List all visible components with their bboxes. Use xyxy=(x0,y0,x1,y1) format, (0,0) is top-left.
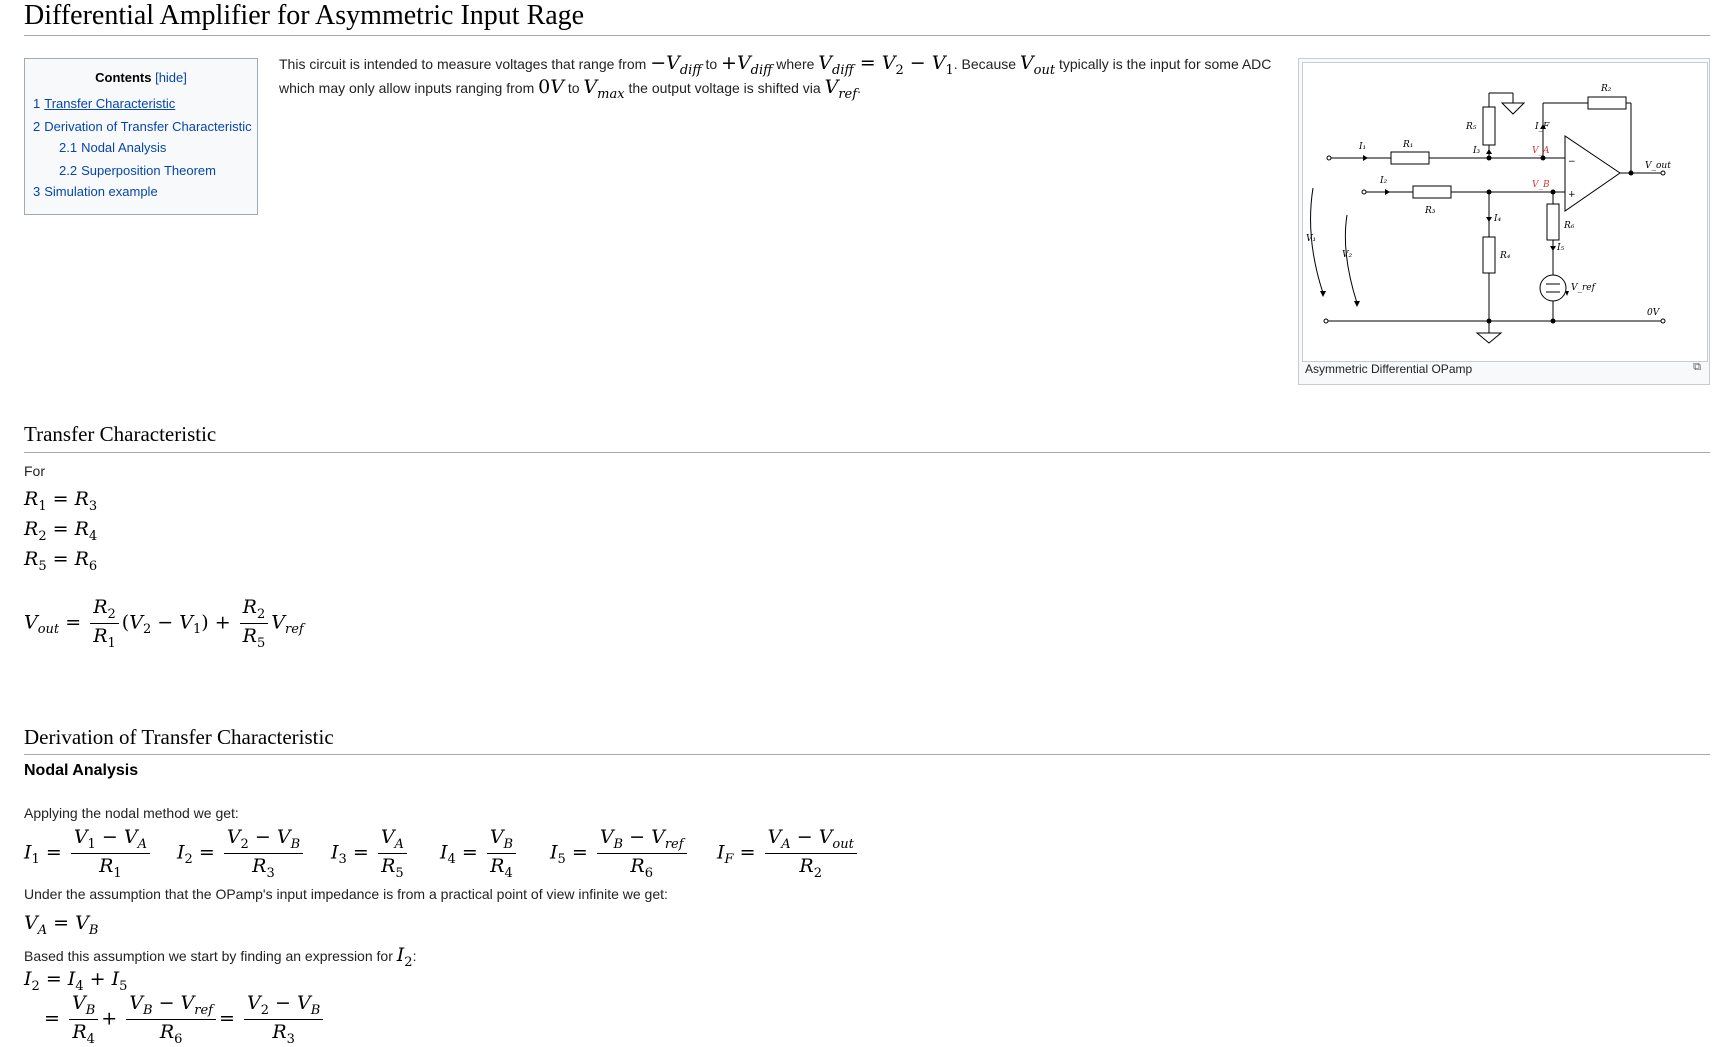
section-transfer-characteristic: Transfer Characteristic xyxy=(24,422,217,446)
label-i1: I₁ xyxy=(1359,142,1367,152)
label-if: I_F xyxy=(1535,122,1550,132)
arrowhead-i3 xyxy=(1486,149,1492,154)
junction-va xyxy=(1487,156,1492,161)
enlarge-icon[interactable]: ⧉ xyxy=(1693,361,1701,373)
math-vdiff-def: $V_{diff} = V_2 - V_1$ xyxy=(818,52,954,78)
equation-i3: $I_3$ = $\frac{V_A}{R_5}$ xyxy=(331,826,410,881)
section-divider xyxy=(24,754,1710,755)
toc-heading xyxy=(25,70,257,85)
vref-source xyxy=(1540,275,1566,301)
label-i3: I₃ xyxy=(1473,146,1481,156)
toc-item-number: 2 xyxy=(33,119,41,134)
circuit-diagram xyxy=(1303,63,1707,361)
equation-i2-sum: $I_2 = I_4 + I_5$ xyxy=(24,968,128,994)
figure-caption: Asymmetric Differential OPamp xyxy=(1305,362,1473,376)
title-divider xyxy=(24,35,1710,36)
resistor-r3 xyxy=(1413,186,1451,198)
label-va: V_A xyxy=(1532,146,1550,156)
intro-text: to xyxy=(705,56,718,72)
label-r4: R₄ xyxy=(1500,251,1511,261)
label-r6: R₆ xyxy=(1564,221,1575,231)
terminal-vout xyxy=(1661,171,1665,175)
toc-item-simulation[interactable] xyxy=(33,184,158,199)
section-divider xyxy=(24,452,1710,453)
label-r5: R₅ xyxy=(1466,122,1477,132)
junction-feedback xyxy=(1541,156,1546,161)
toc-item-number: 3 xyxy=(33,184,41,199)
label-i4: I₄ xyxy=(1494,214,1502,224)
for-text: For xyxy=(24,463,45,479)
assumption-text: Under the assumption that the OPamp's input impedance is from a practical point of view infinite we get: xyxy=(24,886,668,902)
math-zero-v: 0V xyxy=(538,76,564,98)
equation-va-vb: $V_A = V_B$ xyxy=(24,912,99,938)
arrowhead-v2 xyxy=(1354,301,1360,307)
label-r2: R₂ xyxy=(1601,84,1612,94)
intro-line-2: which may only allow inputs ranging from 0V to $V_{max}$ the output voltage is shifted via $V_{ref}$. xyxy=(279,76,861,102)
junction-ground xyxy=(1487,319,1492,324)
math-pos-vdiff: $+V_{diff}$ xyxy=(721,52,773,78)
applying-text: Applying the nodal method we get: xyxy=(24,805,239,821)
resistor-r2 xyxy=(1588,97,1626,109)
ground-symbol-top xyxy=(1502,103,1524,114)
arrowhead-vref xyxy=(1565,291,1569,296)
intro-text: This circuit is intended to measure voltages that range from xyxy=(279,56,647,72)
equation-i2-expanded: = $\frac{V_B}{R_4}$ + $\frac{V_B - V_{ref}}{R_6}$ = $\frac{V_2 - V_B}{R_3}$ xyxy=(44,992,326,1047)
junction-output xyxy=(1629,171,1634,176)
toc-hide-link[interactable]: [hide] xyxy=(155,70,187,85)
equation-i2: $I_2$ = $\frac{V_2 - V_B}{R_3}$ xyxy=(177,826,306,881)
equation-i5: $I_5$ = $\frac{V_B - V_{ref}}{R_6}$ xyxy=(550,826,690,881)
junction-ground-vref xyxy=(1551,319,1556,324)
subsection-nodal-analysis: Nodal Analysis xyxy=(24,762,139,779)
arrowhead-i4 xyxy=(1486,217,1492,222)
equation-if: $I_F$ = $\frac{V_A - V_{out}}{R_2}$ xyxy=(717,826,860,881)
page-title: Differential Amplifier for Asymmetric Input Rage xyxy=(24,0,585,31)
toc-item-number: 2.2 xyxy=(59,163,78,178)
equation-vout: $V_{out}$ = $\frac{R_2}{R_1}$ $(V_2 - V_1)$ + $\frac{R_2}{R_5}$ $V_{ref}$ xyxy=(24,596,304,651)
terminal-ground-right xyxy=(1661,319,1665,323)
toc-item-derivation[interactable] xyxy=(33,119,252,134)
intro-text: . Because xyxy=(953,56,1017,72)
arrowhead-i2 xyxy=(1385,189,1390,195)
toc-item-label: Simulation example xyxy=(44,184,158,199)
equation-r5-r6: $R_5 = R_6$ xyxy=(24,548,98,574)
math-i2: $I_2$ xyxy=(396,944,413,970)
toc-item-superposition[interactable] xyxy=(59,163,216,178)
toc-title: Contents xyxy=(95,70,152,85)
label-opamp-minus: − xyxy=(1568,157,1576,167)
intro-line-1 xyxy=(279,52,1271,78)
equation-i4: $I_4$ = $\frac{V_B}{R_4}$ xyxy=(440,826,519,881)
toc-item-transfer-characteristic[interactable] xyxy=(33,96,175,111)
equation-r2-r4: $R_2 = R_4$ xyxy=(24,518,98,544)
circuit-figure[interactable] xyxy=(1298,58,1710,385)
toc-item-label: Derivation of Transfer Characteristic xyxy=(44,119,252,134)
math-vref: $V_{ref}$ xyxy=(824,76,858,102)
intro-text: where xyxy=(776,56,815,72)
arrowhead-v1 xyxy=(1320,291,1326,297)
based-text: Based this assumption we start by finding an expression for xyxy=(24,948,393,964)
terminal-ground-left xyxy=(1324,319,1328,323)
equation-r1-r3: $R_1 = R_3$ xyxy=(24,488,98,514)
terminal-v2 xyxy=(1362,190,1366,194)
toc-item-label: Transfer Characteristic xyxy=(44,96,176,111)
terminal-v1 xyxy=(1327,156,1331,160)
label-zero-volt: 0V xyxy=(1647,308,1660,318)
intro-text: typically is the input for some ADC xyxy=(1058,56,1272,72)
toc-item-number: 2.1 xyxy=(59,140,78,155)
label-v1: V₁ xyxy=(1306,234,1317,244)
table-of-contents xyxy=(24,58,258,215)
based-line: Based this assumption we start by finding an expression for $I_2$: xyxy=(24,944,417,970)
label-r1: R₁ xyxy=(1403,140,1414,150)
junction-vb xyxy=(1487,190,1492,195)
toc-item-label: Superposition Theorem xyxy=(81,163,216,178)
label-vref: V_ref xyxy=(1571,283,1595,293)
resistor-r5 xyxy=(1483,107,1495,145)
label-i5: I₅ xyxy=(1557,243,1565,253)
label-v2: V₂ xyxy=(1342,250,1353,260)
label-r3: R₃ xyxy=(1425,206,1436,216)
label-i2: I₂ xyxy=(1380,176,1388,186)
math-vmax: $V_{max}$ xyxy=(583,76,625,102)
section-derivation: Derivation of Transfer Characteristic xyxy=(24,725,334,749)
ground-symbol-bottom xyxy=(1477,333,1501,343)
math-vout: $V_{out}$ xyxy=(1019,52,1056,78)
math-neg-vdiff: $-V_{diff}$ xyxy=(650,52,702,78)
toc-item-nodal-analysis[interactable] xyxy=(59,140,166,155)
intro-text: to xyxy=(567,80,580,96)
equation-i1: $I_1$ = $\frac{V_1 - V_A}{R_1}$ xyxy=(24,826,153,881)
label-opamp-plus: + xyxy=(1568,190,1576,200)
resistor-r4 xyxy=(1483,237,1495,273)
label-vout: V_out xyxy=(1645,161,1671,171)
intro-text: the output voltage is shifted via xyxy=(628,80,821,96)
junction-vb-r6 xyxy=(1551,190,1556,195)
circuit-diagram-frame xyxy=(1302,62,1708,362)
resistor-r1 xyxy=(1391,152,1429,164)
intro-text: which may only allow inputs ranging from xyxy=(279,80,535,96)
label-vb: V_B xyxy=(1532,180,1550,190)
arrowhead-i5 xyxy=(1550,246,1556,251)
toc-item-label: Nodal Analysis xyxy=(81,140,167,155)
arrowhead-i1 xyxy=(1363,155,1368,161)
toc-item-number: 1 xyxy=(33,96,41,111)
resistor-r6 xyxy=(1547,204,1559,240)
